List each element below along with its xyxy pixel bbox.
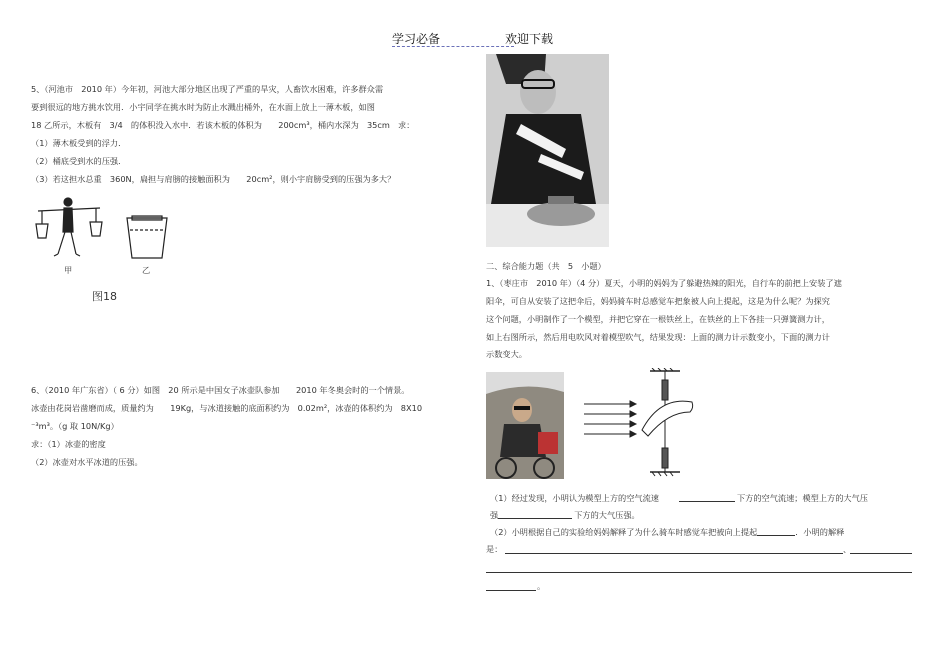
- r1-sub1-text-d: 下方的大气压强。: [574, 509, 640, 520]
- q5-line-1: 5、（河池市 2010 年）今年初，河池大部分地区出现了严重的旱灾，人畜饮水困难，许多群众需: [31, 84, 384, 94]
- curling-photo-drawing: [486, 54, 609, 247]
- r1-sub2-answer-line-1a[interactable]: [505, 553, 843, 554]
- cyclist-photo-drawing: [486, 372, 564, 479]
- r1-sub2-answer-line-1b[interactable]: [850, 553, 912, 554]
- q6-line-5: （2）冰壶对水平冰道的压强。: [31, 457, 143, 467]
- q6-line-3: ⁻³m³。（g 取 10N/Kg）: [31, 421, 119, 431]
- figure-18-caption: 图18: [92, 290, 117, 303]
- r1-sub2-answer-line-3[interactable]: [486, 590, 536, 591]
- r1-sub1-line-2: [490, 510, 640, 519]
- r1-line-3: 这个问题，小明制作了一个模型，并把它穿在一根铁丝上，在铁丝的上下各挂一只弹簧测力计，: [486, 314, 830, 324]
- r1-line-1: 1、（枣庄市 2010 年）（4 分）夏天，小明的妈妈为了躲避热辣的阳光，自行车的前把上安装了遮: [486, 278, 842, 288]
- r1-line-2: 阳伞，可自从安装了这把伞后，妈妈骑车时总感觉车把象被人向上提起，这是为什么呢？为探究: [486, 296, 830, 306]
- q5-line-5: （2）桶底受到水的压强．: [31, 156, 127, 166]
- r1-sub1-blank-2[interactable]: [498, 510, 572, 519]
- q5-line-6: （3）若这担水总重 360N，扁担与肩膀的接触面积为 20cm²，则小宇肩膀受到的压强为多大？: [31, 174, 396, 184]
- r1-sub1-line: [490, 493, 868, 502]
- r1-line-5: 示数变大。: [486, 349, 527, 359]
- section-2-title: 二、综合能力题（共 5 小题）: [486, 261, 606, 271]
- r1-line-4: 如上右图所示，然后用电吹风对着模型吹气，结果发现：上面的测力计示数变小，下面的测力计: [486, 332, 830, 342]
- curling-photo: [486, 54, 609, 247]
- figure-18: [30, 196, 180, 306]
- q6-line-2: 冰壶由花岗岩凿磨而成，质量约为 19Kg，与冰道接触的底面积约为 0.02m²，冰壶的体积约为 8X10: [31, 403, 423, 413]
- cyclist-photo: [486, 372, 564, 479]
- q6-line-4: 求：（1）冰壶的密度: [31, 439, 106, 449]
- r1-sub2-blank-1[interactable]: [757, 527, 795, 536]
- q5-line-3: 18 乙所示，木板有 3/4 的体积没入水中．若该木板的体积为 200cm³，桶内水深为 35cm 求：: [31, 120, 415, 130]
- q6-line-1: 6、（2010 年广东省）（ 6 分）如图 20 所示是中国女子冰壶队参加 2010 年冬奥会时的一个情景。: [31, 385, 410, 395]
- r1-sub1-text-c: 强: [490, 509, 499, 520]
- r1-sub2-text-a: （2）小明根据自己的实验给妈妈解释了为什么骑车时感觉车把被向上提起: [490, 526, 758, 537]
- r1-sub1-blank-1[interactable]: [679, 493, 735, 502]
- r1-sub1-text-b: 下方的空气流速；模型上方的大气压: [736, 492, 868, 503]
- q5-line-4: （1）薄木板受到的浮力．: [31, 138, 127, 148]
- wing-model-figure: [568, 368, 710, 478]
- header-right: 欢迎下载: [505, 32, 554, 46]
- r1-sub1-text-a: （1）经过发现，小明认为模型上方的空气流速: [490, 492, 659, 503]
- q5-line-2: 要到很远的地方挑水饮用．小宇同学在挑水时为防止水溅出桶外，在水面上放上一薄木板，如图: [31, 102, 375, 112]
- header-dashed-line: [392, 46, 514, 47]
- header-left: 学习必备: [392, 32, 441, 46]
- figure-18-label-jia: 甲: [64, 265, 73, 275]
- r1-sub2-line: [490, 527, 844, 536]
- wing-model-drawing: [568, 368, 710, 478]
- figure-18-label-yi: 乙: [142, 265, 151, 275]
- r1-sub2-end: 。: [537, 581, 546, 591]
- r1-sub2-text-b: ．小明的解释: [795, 526, 845, 537]
- r1-sub2-answer-line-2[interactable]: [486, 572, 912, 573]
- r1-sub2-label-shi: 是：: [486, 544, 503, 554]
